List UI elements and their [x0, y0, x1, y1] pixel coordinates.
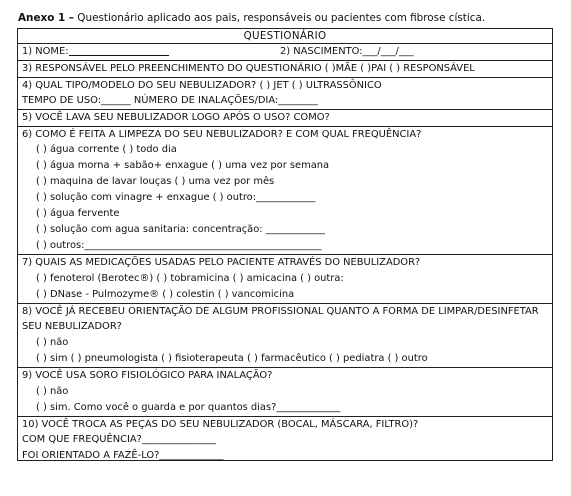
q7-option: ( ) DNase - Pulmozyme® ( ) colestin ( ) vancomicina — [36, 289, 295, 300]
question-4-usage: TEMPO DE USO:______ NÚMERO DE INALAÇÕES/DIA:________ — [22, 95, 318, 106]
question-8-continued: SEU NEBULIZADOR? — [22, 321, 122, 332]
q9-option: ( ) não — [36, 386, 69, 397]
q8-option: ( ) sim ( ) pneumologista ( ) fisioterapeuta ( ) farmacêutico ( ) pediatra ( ) outro — [36, 353, 428, 364]
question-8: 8) VOCÊ JÁ RECEBEU ORIENTAÇÃO DE ALGUM PROFISSIONAL QUANTO A FORMA DE LIMPAR/DESINFETAR — [18, 303, 552, 319]
question-7: 7) QUAIS AS MEDICAÇÕES USADAS PELO PACIENTE ATRAVÉS DO NEBULIZADOR? — [18, 254, 552, 270]
question-3: 3) RESPONSÁVEL PELO PREENCHIMENTO DO QUESTIONÁRIO ( )MÃE ( )PAI ( ) RESPONSÁVEL — [18, 60, 552, 76]
question-10-oriented: FOI ORIENTADO A FAZÊ-LO?_____________ — [22, 450, 224, 461]
question-1-name — [22, 44, 169, 60]
q9-option: ( ) sim. Como você o guarda e por quantos dias?_____________ — [36, 402, 341, 413]
name-blank — [69, 45, 169, 56]
annex-caption-text: Questionário aplicado aos pais, responsáveis ou pacientes com fibrose cística. — [74, 12, 486, 24]
q6-option: ( ) solução com vinagre + enxague ( ) outro:____________ — [36, 192, 316, 203]
question-10-frequency: COM QUE FREQUÊNCIA?_______________ — [22, 434, 216, 445]
questionnaire-title: QUESTIONÁRIO — [18, 29, 552, 44]
question-5: 5) VOCÊ LAVA SEU NEBULIZADOR LOGO APÓS O USO? COMO? — [18, 109, 552, 125]
question-4: 4) QUAL TIPO/MODELO DO SEU NEBULIZADOR? ( ) JET ( ) ULTRASSÔNICO — [18, 77, 552, 93]
questionnaire-table — [17, 28, 553, 461]
q6-option: ( ) solução com agua sanitaria: concentração: ____________ — [36, 224, 325, 235]
q6-option: ( ) outros:________________________________________________ — [36, 240, 322, 251]
q6-option: ( ) maquina de lavar louças ( ) uma vez por mês — [36, 176, 275, 187]
annex-label: Anexo 1 – — [18, 12, 74, 24]
question-6: 6) COMO É FEITA A LIMPEZA DO SEU NEBULIZADOR? E COM QUAL FREQUÊNCIA? — [18, 126, 552, 142]
question-9: 9) VOCÊ USA SORO FISIOLÓGICO PARA INALAÇÃO? — [18, 367, 552, 383]
annex-caption — [18, 10, 563, 26]
q6-option: ( ) água corrente ( ) todo dia — [36, 144, 177, 155]
question-10: 10) VOCÊ TROCA AS PEÇAS DO SEU NEBULIZADOR (BOCAL, MÁSCARA, FILTRO)? — [18, 416, 552, 432]
q6-option: ( ) água fervente — [36, 208, 120, 219]
question-1-label: 1) NOME: — [22, 46, 69, 57]
q8-option: ( ) não — [36, 337, 69, 348]
question-2-birthdate: 2) NASCIMENTO:___/___/___ — [280, 46, 414, 57]
q7-option: ( ) fenoterol (Berotec®) ( ) tobramicina ( ) amicacina ( ) outra: — [36, 273, 344, 284]
q6-option: ( ) água morna + sabão+ enxague ( ) uma vez por semana — [36, 160, 330, 171]
